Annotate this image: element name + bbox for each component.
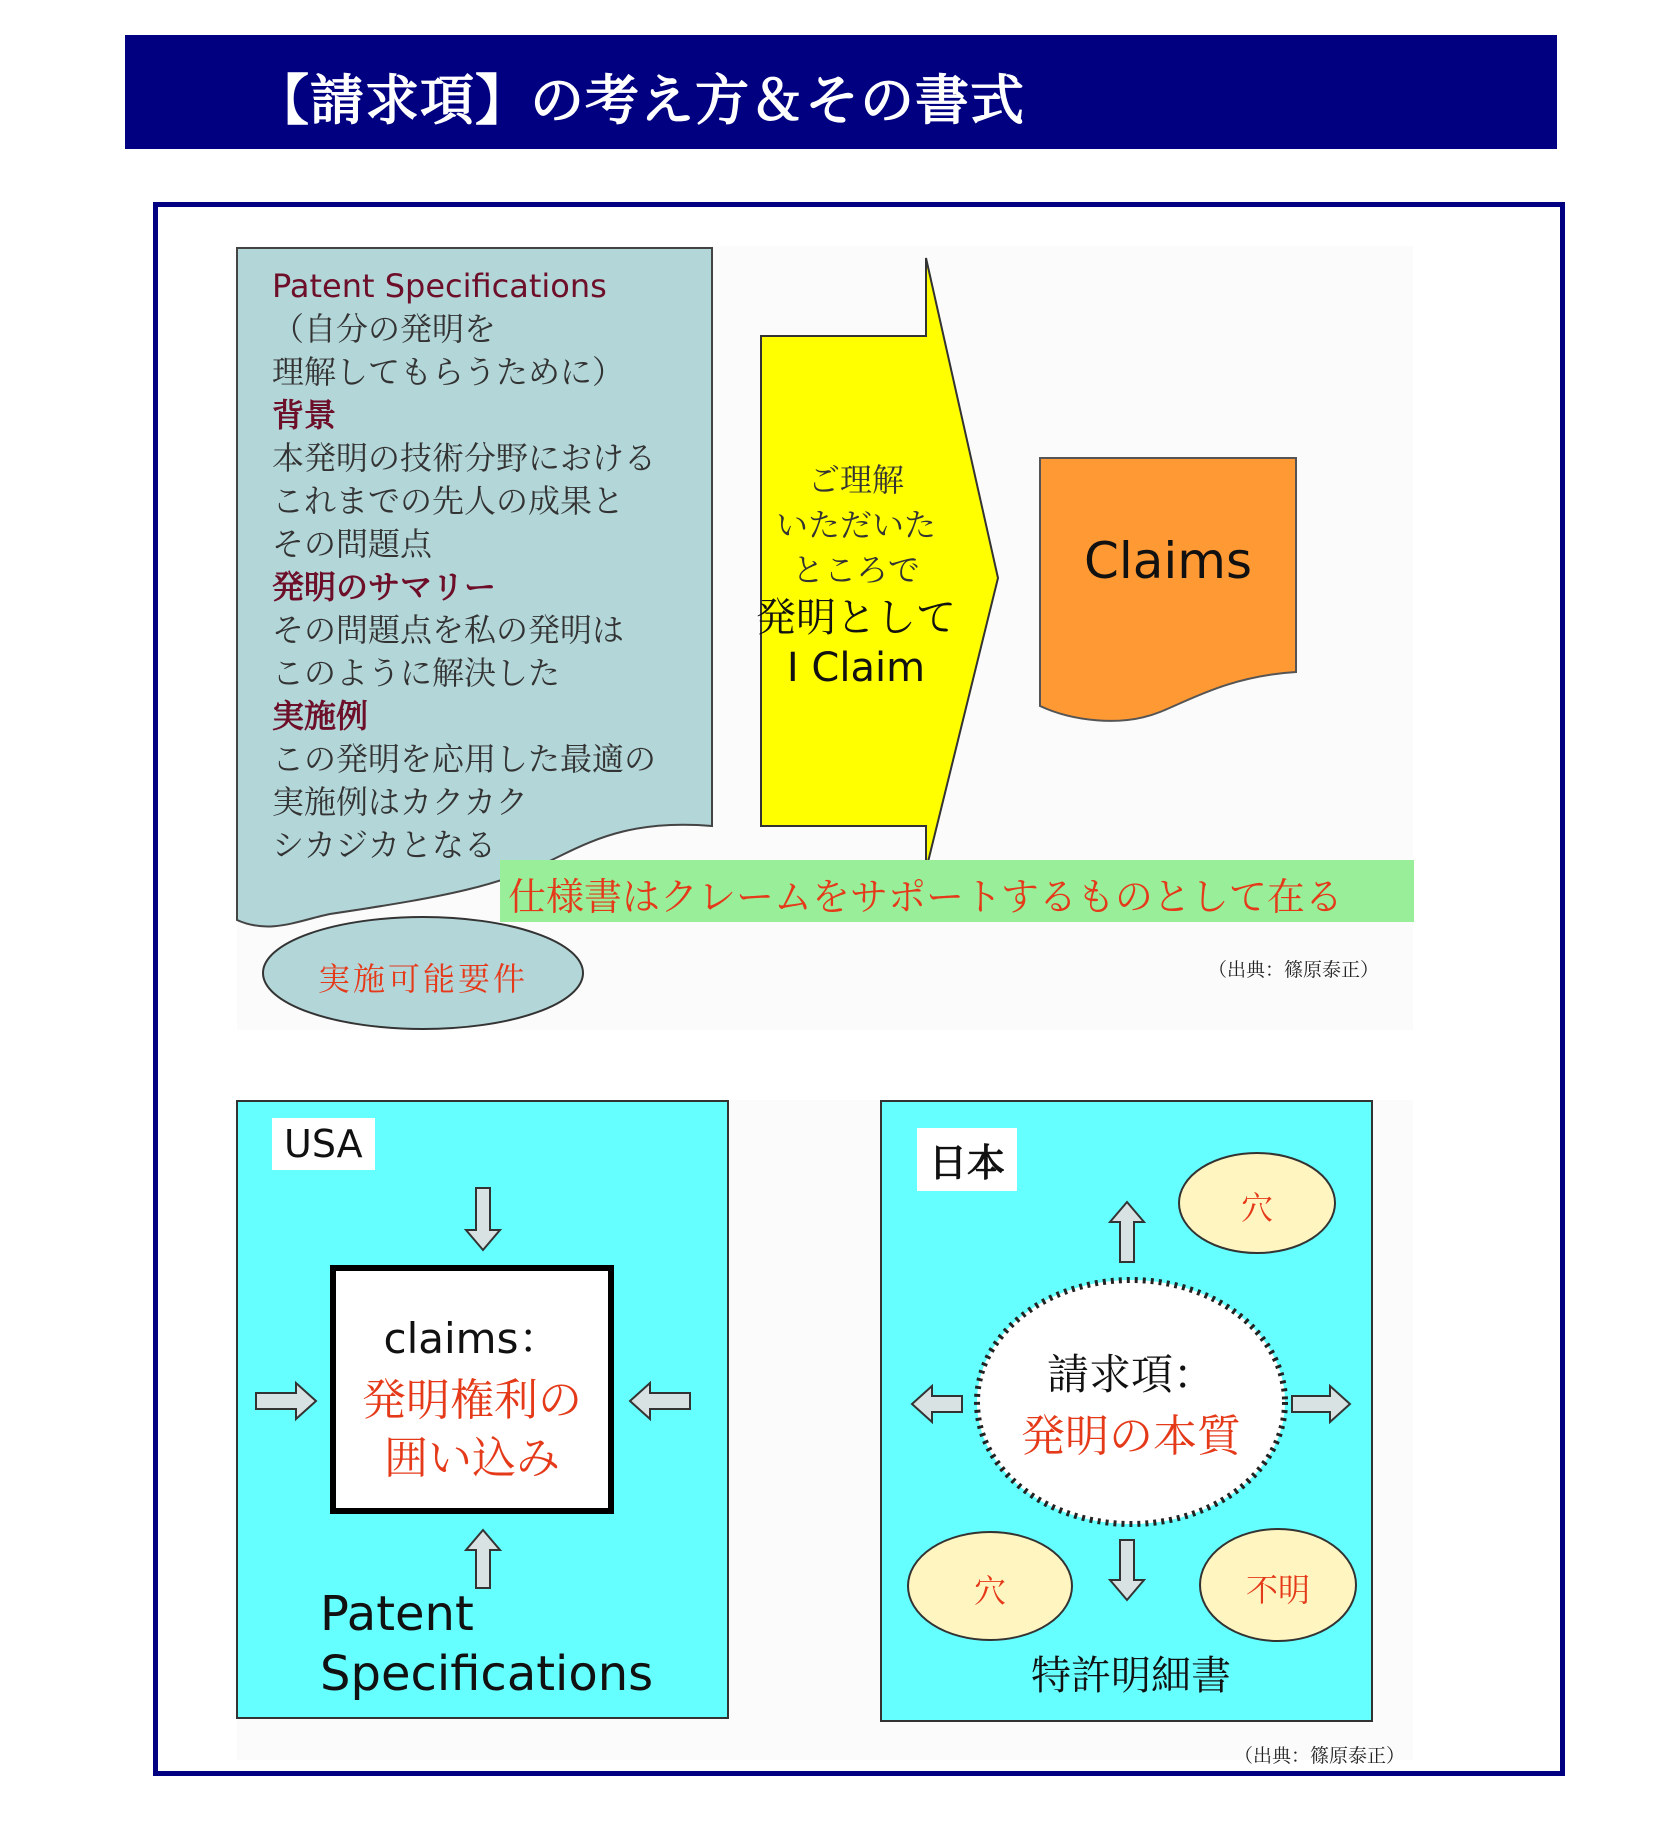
usa-footer-line: Patent <box>320 1586 474 1642</box>
japan-label: 日本 <box>917 1128 1017 1191</box>
usa-footer-line: Specifications <box>320 1646 654 1702</box>
arrow-line-emphasis: 発明として <box>756 595 956 641</box>
arrow-line: ところで <box>792 551 920 589</box>
spec-line: 実施例はカクカク <box>272 783 529 821</box>
arrow-text-block <box>756 458 956 693</box>
japan-center-heading: 請求項： <box>1046 1350 1215 1399</box>
page-title: 【請求項】の考え方＆その書式 <box>255 69 1025 132</box>
arrow-line: いただいた <box>775 506 936 544</box>
hole-label-top: 穴 <box>1240 1189 1273 1227</box>
spec-line: このように解決した <box>272 654 561 692</box>
spec-line: その問題点 <box>272 525 433 563</box>
source-credit-top: （出典：篠原泰正） <box>1208 959 1380 981</box>
spec-line: その問題点を私の発明は <box>272 611 625 649</box>
spec-line: 本発明の技術分野における <box>272 439 657 477</box>
usa-claims-line: 囲い込み <box>384 1433 560 1484</box>
arrow-line: ご理解 <box>807 461 904 499</box>
arrow-line-emphasis: I Claim <box>786 645 926 691</box>
spec-section-summary: 発明のサマリー <box>272 568 497 606</box>
support-banner-text: 仕様書はクレームをサポートするものとして在る <box>508 875 1343 919</box>
japan-center-line: 発明の本質 <box>1021 1411 1241 1462</box>
spec-heading: Patent Specifications <box>272 267 607 305</box>
japan-footer: 特許明細書 <box>1031 1653 1231 1699</box>
enablement-label: 実施可能要件 <box>317 960 528 998</box>
usa-footer <box>320 1584 653 1704</box>
unclear-label: 不明 <box>1245 1571 1310 1609</box>
spec-line: 理解してもらうために） <box>272 353 625 391</box>
spec-line: （自分の発明を <box>272 310 497 348</box>
hole-label-bottom-left: 穴 <box>973 1572 1006 1610</box>
spec-section-background: 背景 <box>272 396 337 434</box>
spec-text-block <box>272 265 656 867</box>
spec-section-examples: 実施例 <box>272 697 369 735</box>
spec-line: これまでの先人の成果と <box>272 482 625 520</box>
spec-line: この発明を応用した最適の <box>272 740 657 778</box>
claims-label: Claims <box>1083 532 1253 590</box>
usa-label: USA <box>272 1118 375 1170</box>
source-credit-bottom: （出典：篠原泰正） <box>1234 1745 1406 1767</box>
usa-claims-line: 発明権利の <box>362 1375 582 1426</box>
usa-claims-heading: claims： <box>383 1314 561 1363</box>
spec-line: シカジカとなる <box>272 826 497 864</box>
